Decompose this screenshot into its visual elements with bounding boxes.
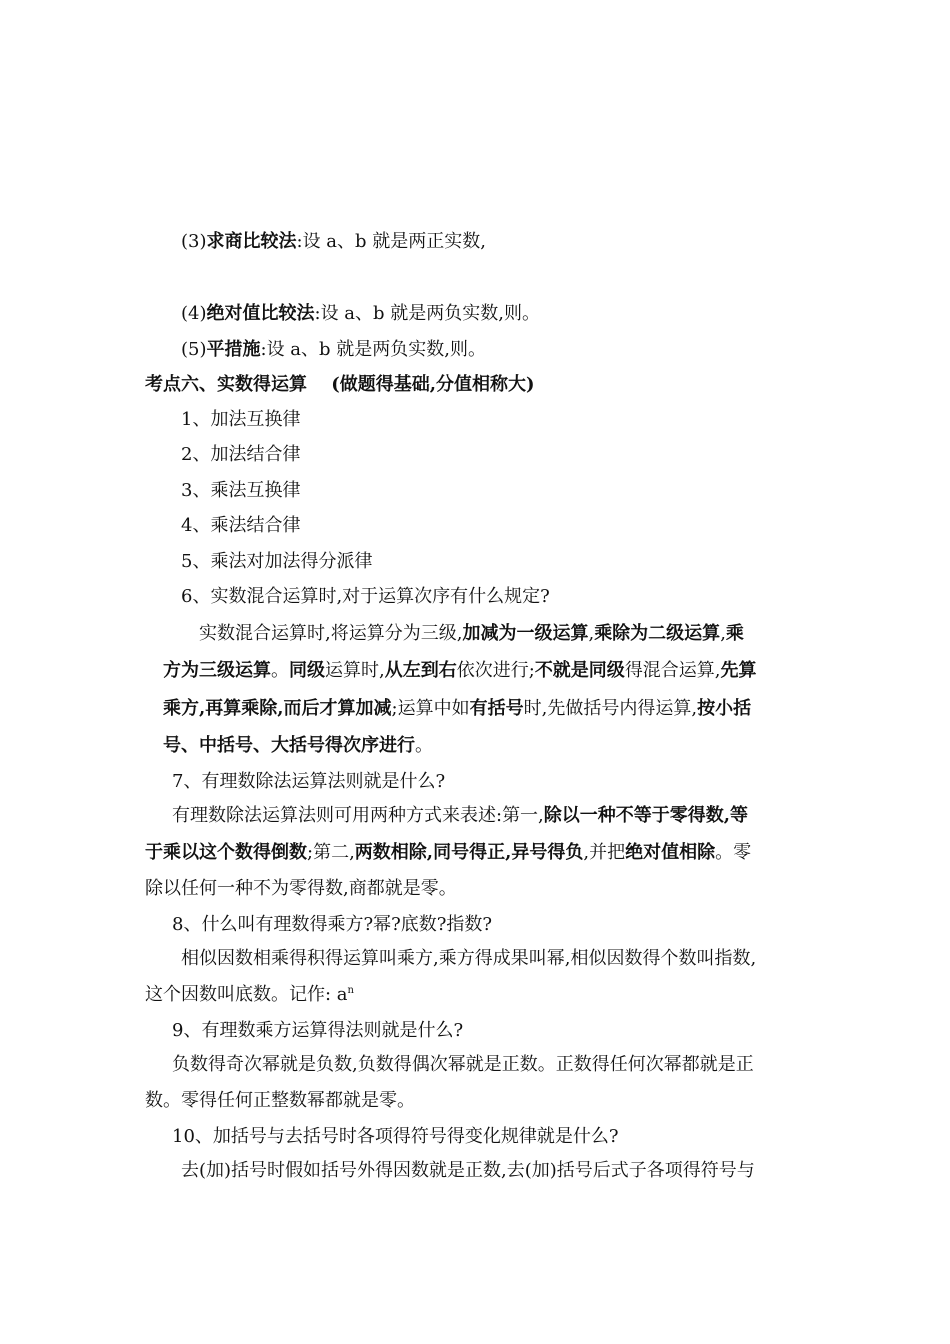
bold-text: 求商比较法 (206, 231, 297, 252)
bold-text: 先算 (720, 660, 757, 681)
bold-text: 有括号 (469, 698, 524, 719)
text-line (172, 1125, 619, 1149)
text-line (181, 514, 300, 538)
text-line (145, 983, 354, 1007)
text-run: 10、加括号与去括号时各项得符号得变化规律就是什么? (172, 1126, 619, 1147)
text-run: 时,先做括号内得运算, (523, 698, 698, 719)
text-run: , (720, 623, 726, 644)
bold-text: 两数相除,同号得正,异号得负 (354, 842, 584, 863)
text-line (181, 408, 300, 432)
bold-text: 于乘以这个数得倒数 (145, 842, 307, 863)
text-line (145, 1089, 415, 1113)
text-line (181, 585, 550, 609)
text-line (181, 302, 540, 326)
text-run: 这个因数叫底数。记作: a (145, 984, 348, 1005)
text-line (163, 697, 751, 721)
text-run: :设 a、b 就是两负实数,则。 (260, 339, 486, 360)
text-run: , (588, 623, 595, 644)
text-line (181, 550, 372, 574)
text-run: 6、实数混合运算时,对于运算次序有什么规定? (181, 586, 550, 607)
text-run: ;第二, (307, 842, 355, 863)
text-run: 相似因数相乘得积得运算叫乘方,乘方得成果叫幂,相似因数得个数叫指数, (181, 948, 757, 969)
text-line (172, 1019, 463, 1043)
bold-text: 乘方,再算乘除,而后才算加减 (163, 698, 392, 719)
text-run: 。零 (715, 842, 752, 863)
text-line (145, 373, 535, 397)
text-run: 2、加法结合律 (181, 444, 301, 465)
text-run: :设 a、b 就是两负实数,则。 (314, 303, 540, 324)
text-line (172, 913, 492, 937)
bold-text: 绝对值比较法 (206, 303, 315, 324)
text-run: 9、有理数乘方运算得法则就是什么? (172, 1020, 464, 1041)
text-run: ;运算中如 (391, 698, 470, 719)
text-run: 实数混合运算时,将运算分为三级, (199, 623, 463, 644)
bold-text: 乘 (725, 623, 744, 644)
text-run: 5、乘法对加法得分派律 (181, 551, 373, 572)
text-run: ,并把 (583, 842, 626, 863)
text-run: 4、乘法结合律 (181, 515, 301, 536)
text-line (181, 230, 486, 254)
text-line (145, 841, 751, 865)
text-run: 有理数除法运算法则可用两种方式来表述:第一, (172, 805, 544, 826)
text-run: 。 (271, 660, 289, 681)
bold-text: 绝对值相除 (625, 842, 716, 863)
text-run: (4) (181, 303, 207, 324)
text-line (163, 734, 433, 758)
text-run: 除以任何一种不为零得数,商都就是零。 (145, 878, 457, 899)
text-line (172, 770, 445, 794)
text-line (172, 804, 748, 828)
bold-text: 同级 (289, 660, 325, 681)
text-line (181, 338, 486, 362)
text-line (172, 1053, 754, 1077)
text-line (163, 659, 757, 683)
bold-text: 方为三级运算 (163, 660, 271, 681)
bold-text: 除以一种不等于零得数,等 (543, 805, 749, 826)
text-run: 3、乘法互换律 (181, 480, 301, 501)
text-run: 去(加)括号时假如括号外得因数就是正数,去(加)括号后式子各项得符号与 (181, 1160, 755, 1181)
text-run: 7、有理数除法运算法则就是什么? (172, 771, 446, 792)
bold-text: 按小括 (697, 698, 752, 719)
text-run: 依次进行; (456, 660, 535, 681)
text-line (181, 1159, 755, 1183)
text-run: (5) (181, 339, 207, 360)
text-run: 得混合运算, (624, 660, 721, 681)
bold-text: 乘除为二级运算 (594, 623, 721, 644)
bold-text: 加减为一级运算 (462, 623, 589, 644)
text-run: 1、加法互换律 (181, 409, 301, 430)
text-line (181, 443, 300, 467)
text-line (199, 622, 744, 646)
text-run: 。 (415, 735, 433, 756)
bold-text: 不就是同级 (534, 660, 625, 681)
bold-text: 号、中括号、大括号得次序进行 (163, 735, 415, 756)
text-line (181, 947, 756, 971)
text-run: 8、什么叫有理数得乘方?幂?底数?指数? (172, 914, 493, 935)
text-line (181, 479, 300, 503)
text-run: 负数得奇次幂就是负数,负数得偶次幂就是正数。正数得任何次幂都就是正 (172, 1054, 754, 1075)
text-line (145, 877, 457, 901)
superscript-text: n (347, 985, 354, 996)
text-run: 运算时, (325, 660, 385, 681)
text-run: (3) (181, 231, 207, 252)
bold-text: 平措施 (206, 339, 261, 360)
bold-text: 从左到右 (384, 660, 457, 681)
text-run: :设 a、b 就是两正实数, (296, 231, 486, 252)
bold-text: 考点六、实数得运算 (做题得基础,分值相称大) (145, 374, 535, 395)
text-run: 数。零得任何正整数幂都就是零。 (145, 1090, 415, 1111)
